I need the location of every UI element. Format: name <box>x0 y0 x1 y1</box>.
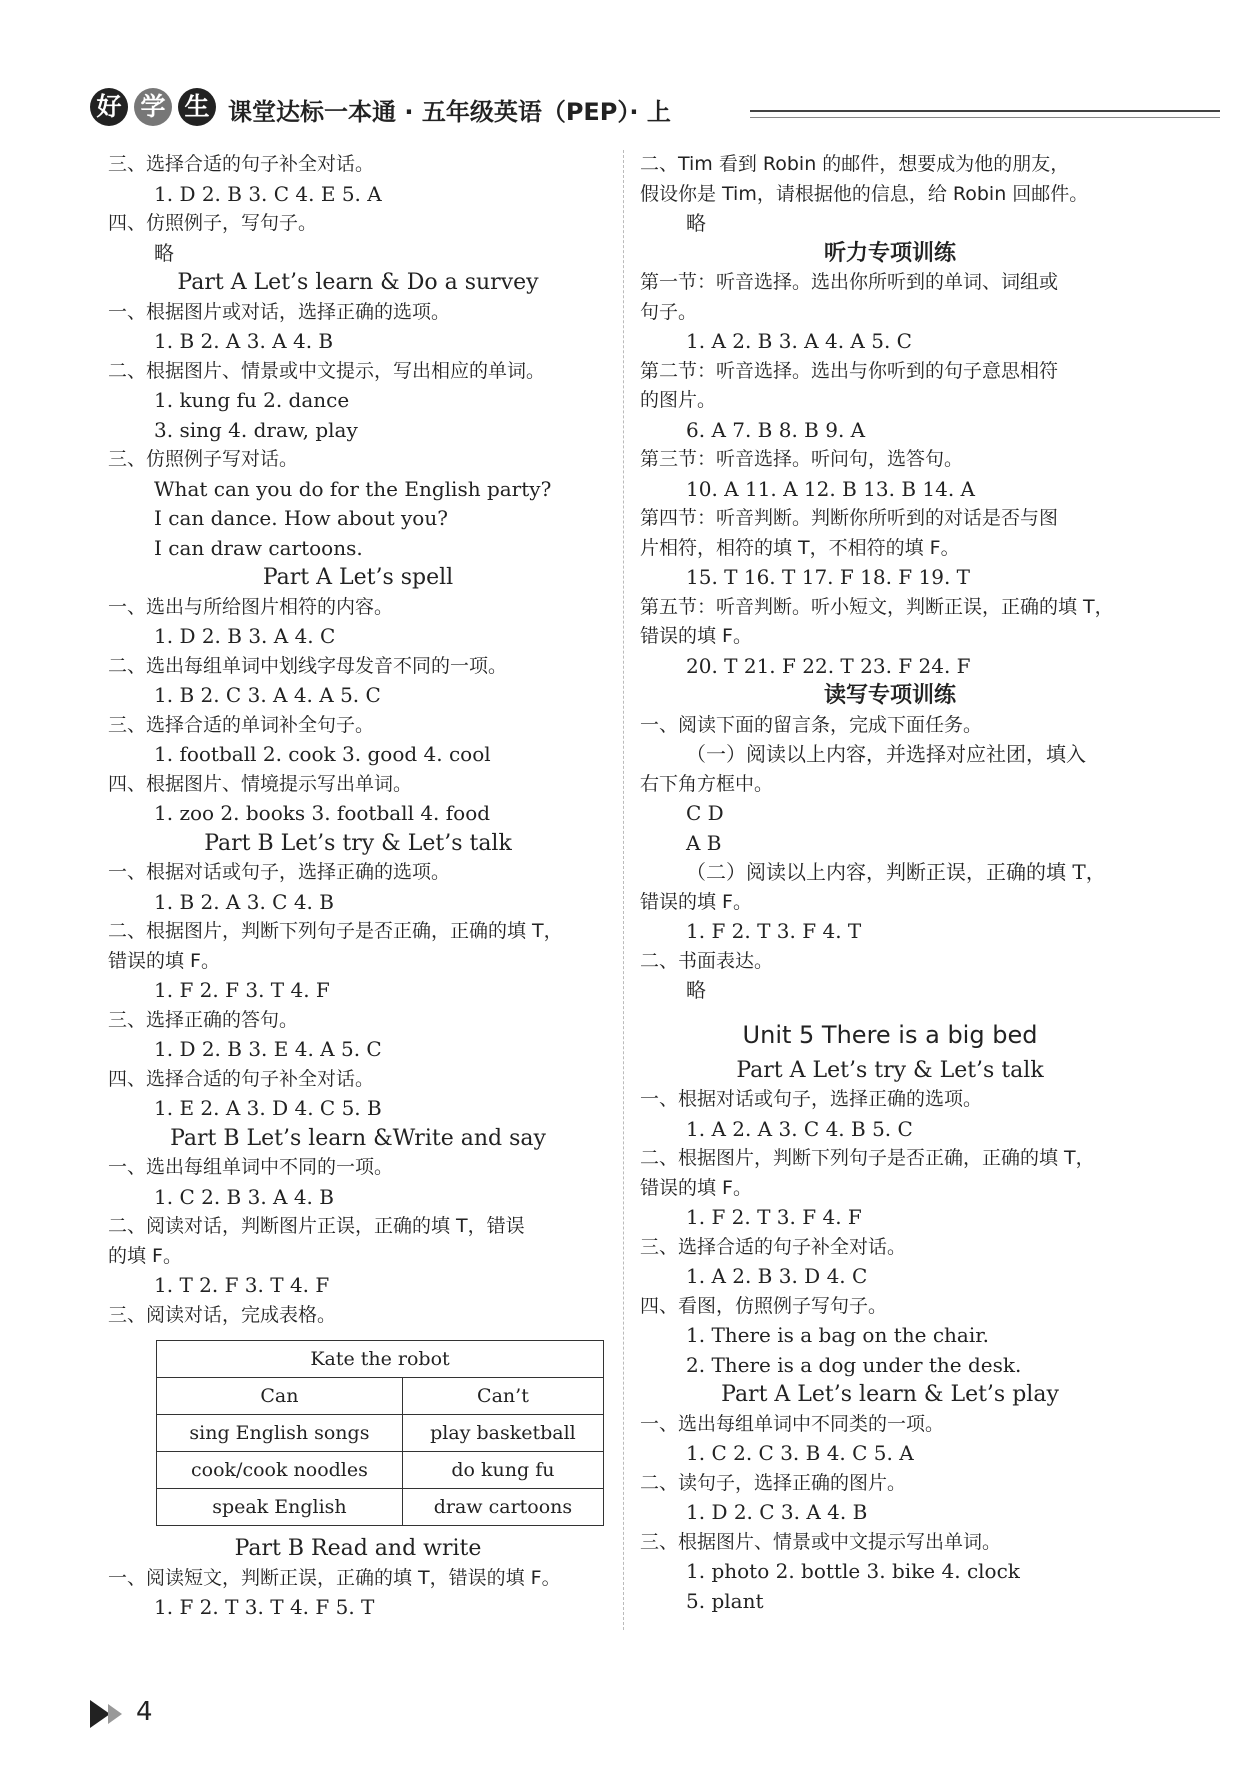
table-header-cant: Can’t <box>402 1378 603 1415</box>
answer-line: 1. D 2. C 3. A 4. B <box>686 1500 868 1524</box>
table-cell: cook/cook noodles <box>157 1452 403 1489</box>
question-line: 一、阅读下面的留言条，完成下面任务。 <box>640 713 983 736</box>
question-line: 二、读句子，选择正确的图片。 <box>640 1471 907 1494</box>
answer-line: 1. A 2. B 3. D 4. C <box>686 1264 868 1288</box>
question-line: 句子。 <box>640 300 698 323</box>
table-row <box>157 1415 604 1452</box>
answer-line: 1. D 2. B 3. E 4. A 5. C <box>154 1037 382 1061</box>
answer-line: 3. sing 4. draw, play <box>154 417 358 442</box>
column-divider <box>623 150 624 1630</box>
answer-line: 1. photo 2. bottle 3. bike 4. clock <box>686 1559 1020 1583</box>
answer-line: C D <box>686 801 724 825</box>
answer-line: I can draw cartoons. <box>154 535 363 560</box>
table-cell: speak English <box>157 1489 403 1526</box>
answer-line: 1. D 2. B 3. C 4. E 5. A <box>154 181 382 206</box>
unit-heading: Unit 5 There is a big bed <box>742 1020 1038 1049</box>
book-title: 课堂达标一本通 · 五年级英语（PEP）· 上 <box>228 98 671 126</box>
question-line: 一、根据对话或句子，选择正确的选项。 <box>640 1088 983 1110</box>
question-line: 三、仿照例子写对话。 <box>108 448 299 470</box>
answer-line: 略 <box>686 978 706 1002</box>
right-answer-lines <box>640 150 1140 1616</box>
footer-arrow-shadow-icon <box>108 1704 122 1724</box>
answer-line: What can you do for the English party? <box>154 476 552 501</box>
left-answer-lines-after <box>108 1534 608 1623</box>
question-line: 的填 F。 <box>108 1244 182 1267</box>
header-rule-thin <box>750 117 1220 118</box>
question-line: 二、Tim 看到 Robin 的邮件，想要成为他的朋友， <box>640 153 1070 175</box>
question-line: 四、仿照例子，写句子。 <box>108 212 318 234</box>
question-line: 假设你是 Tim，请根据他的信息，给 Robin 回邮件。 <box>640 182 1089 205</box>
question-line: 错误的填 F。 <box>640 1176 752 1199</box>
table-title: Kate the robot <box>157 1341 604 1378</box>
question-line: 第一节：听音选择。选出你所听到的单词、词组或 <box>640 271 1059 293</box>
question-line: 一、选出与所给图片相符的内容。 <box>108 595 394 618</box>
question-line: 错误的填 F。 <box>640 890 752 913</box>
question-line: 二、阅读对话，判断图片正误，正确的填 T，错误 <box>108 1215 525 1237</box>
question-line: 三、选择合适的句子补全对话。 <box>108 153 375 175</box>
section-heading: Part B Read and write <box>234 1536 482 1561</box>
question-line: 三、选择正确的答句。 <box>108 1008 299 1031</box>
answer-line: 2. There is a dog under the desk. <box>686 1352 1022 1377</box>
answer-line: 略 <box>154 240 174 265</box>
question-line: 三、选择合适的单词补全句子。 <box>108 713 375 736</box>
table-cell: do kung fu <box>402 1452 603 1489</box>
answer-line: 1. There is a bag on the chair. <box>686 1323 989 1347</box>
table-header-row <box>157 1378 604 1415</box>
question-line: 三、选择合适的句子补全对话。 <box>640 1235 907 1258</box>
right-column <box>640 150 1140 1616</box>
question-line: 四、选择合适的句子补全对话。 <box>108 1067 375 1090</box>
header-badge-sheng: 生 <box>178 88 216 126</box>
answer-line: 1. D 2. B 3. A 4. C <box>154 624 336 648</box>
question-line: 第二节：听音选择。选出与你听到的句子意思相符 <box>640 359 1059 382</box>
answer-line: 10. A 11. A 12. B 13. B 14. A <box>686 476 975 501</box>
left-answer-lines <box>108 150 608 1330</box>
page-header <box>90 88 1220 128</box>
question-line: 一、选出每组单词中不同类的一项。 <box>640 1412 945 1435</box>
answer-line: 5. plant <box>686 1588 764 1613</box>
table-header-can: Can <box>157 1378 403 1415</box>
question-line: 错误的填 F。 <box>108 949 220 972</box>
table-cell: sing English songs <box>157 1415 403 1452</box>
header-rule <box>750 110 1220 112</box>
question-line: 三、阅读对话，完成表格。 <box>108 1303 337 1326</box>
answer-line: 1. T 2. F 3. T 4. F <box>154 1273 330 1297</box>
answer-line: 1. B 2. A 3. A 4. B <box>154 329 334 353</box>
table-title-row <box>157 1341 604 1378</box>
question-line: 第五节：听音判断。听小短文，判断正误，正确的填 T， <box>640 595 1114 618</box>
section-heading: Part A Let’s try & Let’s talk <box>736 1057 1044 1083</box>
answer-line: 1. C 2. B 3. A 4. B <box>154 1184 334 1209</box>
question-line: 第四节：听音判断。判断你所听到的对话是否与图 <box>640 507 1059 529</box>
table-row <box>157 1489 604 1526</box>
left-column <box>108 150 608 1623</box>
answer-line: 1. football 2. cook 3. good 4. cool <box>154 742 491 766</box>
question-line: 二、根据图片、情景或中文提示，写出相应的单词。 <box>108 359 546 382</box>
answer-line: 20. T 21. F 22. T 23. F 24. F <box>686 653 971 678</box>
answer-line: 1. kung fu 2. dance <box>154 388 350 412</box>
question-line: 一、根据对话或句子，选择正确的选项。 <box>108 861 451 883</box>
answer-line: （二）阅读以上内容，判断正误，正确的填 T， <box>686 860 1106 884</box>
question-line: 错误的填 F。 <box>640 625 752 647</box>
table-row <box>157 1452 604 1489</box>
answer-line: 1. E 2. A 3. D 4. C 5. B <box>154 1096 382 1120</box>
section-heading: Part A Let’s learn & Do a survey <box>177 270 539 295</box>
answer-line: 1. C 2. C 3. B 4. C 5. A <box>686 1441 914 1465</box>
answer-line: 1. B 2. A 3. C 4. B <box>154 889 334 914</box>
footer-arrow-icon <box>90 1700 110 1728</box>
question-line: 二、选出每组单词中划线字母发音不同的一项。 <box>108 654 508 677</box>
answer-line: 1. B 2. C 3. A 4. A 5. C <box>154 683 381 707</box>
question-line: 片相符，相符的填 T，不相符的填 F。 <box>640 536 960 559</box>
answer-line: 1. F 2. T 3. F 4. T <box>686 919 862 943</box>
answer-line: （一）阅读以上内容，并选择对应社团，填入 <box>686 742 1086 766</box>
question-line: 二、书面表达。 <box>640 949 774 972</box>
robot-table <box>156 1340 604 1526</box>
answer-line: A B <box>686 830 722 855</box>
answer-line: I can dance. How about you? <box>154 506 448 530</box>
table-cell: draw cartoons <box>402 1489 603 1526</box>
answer-line: 6. A 7. B 8. B 9. A <box>686 417 866 442</box>
question-line: 的图片。 <box>640 389 717 411</box>
training-heading: 听力专项训练 <box>823 240 956 266</box>
section-heading: Part A Let’s learn & Let’s play <box>721 1382 1059 1407</box>
answer-line: 1. F 2. T 3. T 4. F 5. T <box>154 1595 375 1619</box>
question-line: 二、根据图片，判断下列句子是否正确，正确的填 T， <box>108 920 563 942</box>
question-line: 二、根据图片，判断下列句子是否正确，正确的填 T， <box>640 1147 1095 1169</box>
answer-line: 1. F 2. F 3. T 4. F <box>154 978 330 1002</box>
training-heading: 读写专项训练 <box>823 683 956 708</box>
answer-line: 1. A 2. B 3. A 4. A 5. C <box>686 329 912 353</box>
question-line: 一、选出每组单词中不同的一项。 <box>108 1156 394 1178</box>
answer-line: 15. T 16. T 17. F 18. F 19. T <box>686 565 971 589</box>
answer-line: 略 <box>686 211 706 235</box>
page-number: 4 <box>136 1697 153 1727</box>
question-line: 四、根据图片、情境提示写出单词。 <box>108 772 413 795</box>
section-heading: Part A Let’s spell <box>262 565 454 590</box>
section-heading: Part B Let’s try & Let’s talk <box>204 830 512 856</box>
question-line: 第三节：听音选择。听问句，选答句。 <box>640 448 964 470</box>
question-line: 右下角方框中。 <box>640 772 774 795</box>
answer-line: 1. zoo 2. books 3. football 4. food <box>154 801 491 825</box>
question-line: 四、看图，仿照例子写句子。 <box>640 1294 888 1317</box>
answer-line: 1. F 2. T 3. F 4. F <box>686 1205 862 1229</box>
table-cell: play basketball <box>402 1415 603 1452</box>
answer-line: 1. A 2. A 3. C 4. B 5. C <box>686 1116 913 1141</box>
question-line: 三、根据图片、情景或中文提示写出单词。 <box>640 1530 1002 1553</box>
question-line: 一、根据图片或对话，选择正确的选项。 <box>108 300 451 323</box>
header-badge-hao: 好 <box>90 88 128 126</box>
section-heading: Part B Let’s learn &Write and say <box>170 1125 546 1151</box>
header-badge-xue: 学 <box>134 88 172 126</box>
question-line: 一、阅读短文，判断正误，正确的填 T，错误的填 F。 <box>108 1566 561 1589</box>
